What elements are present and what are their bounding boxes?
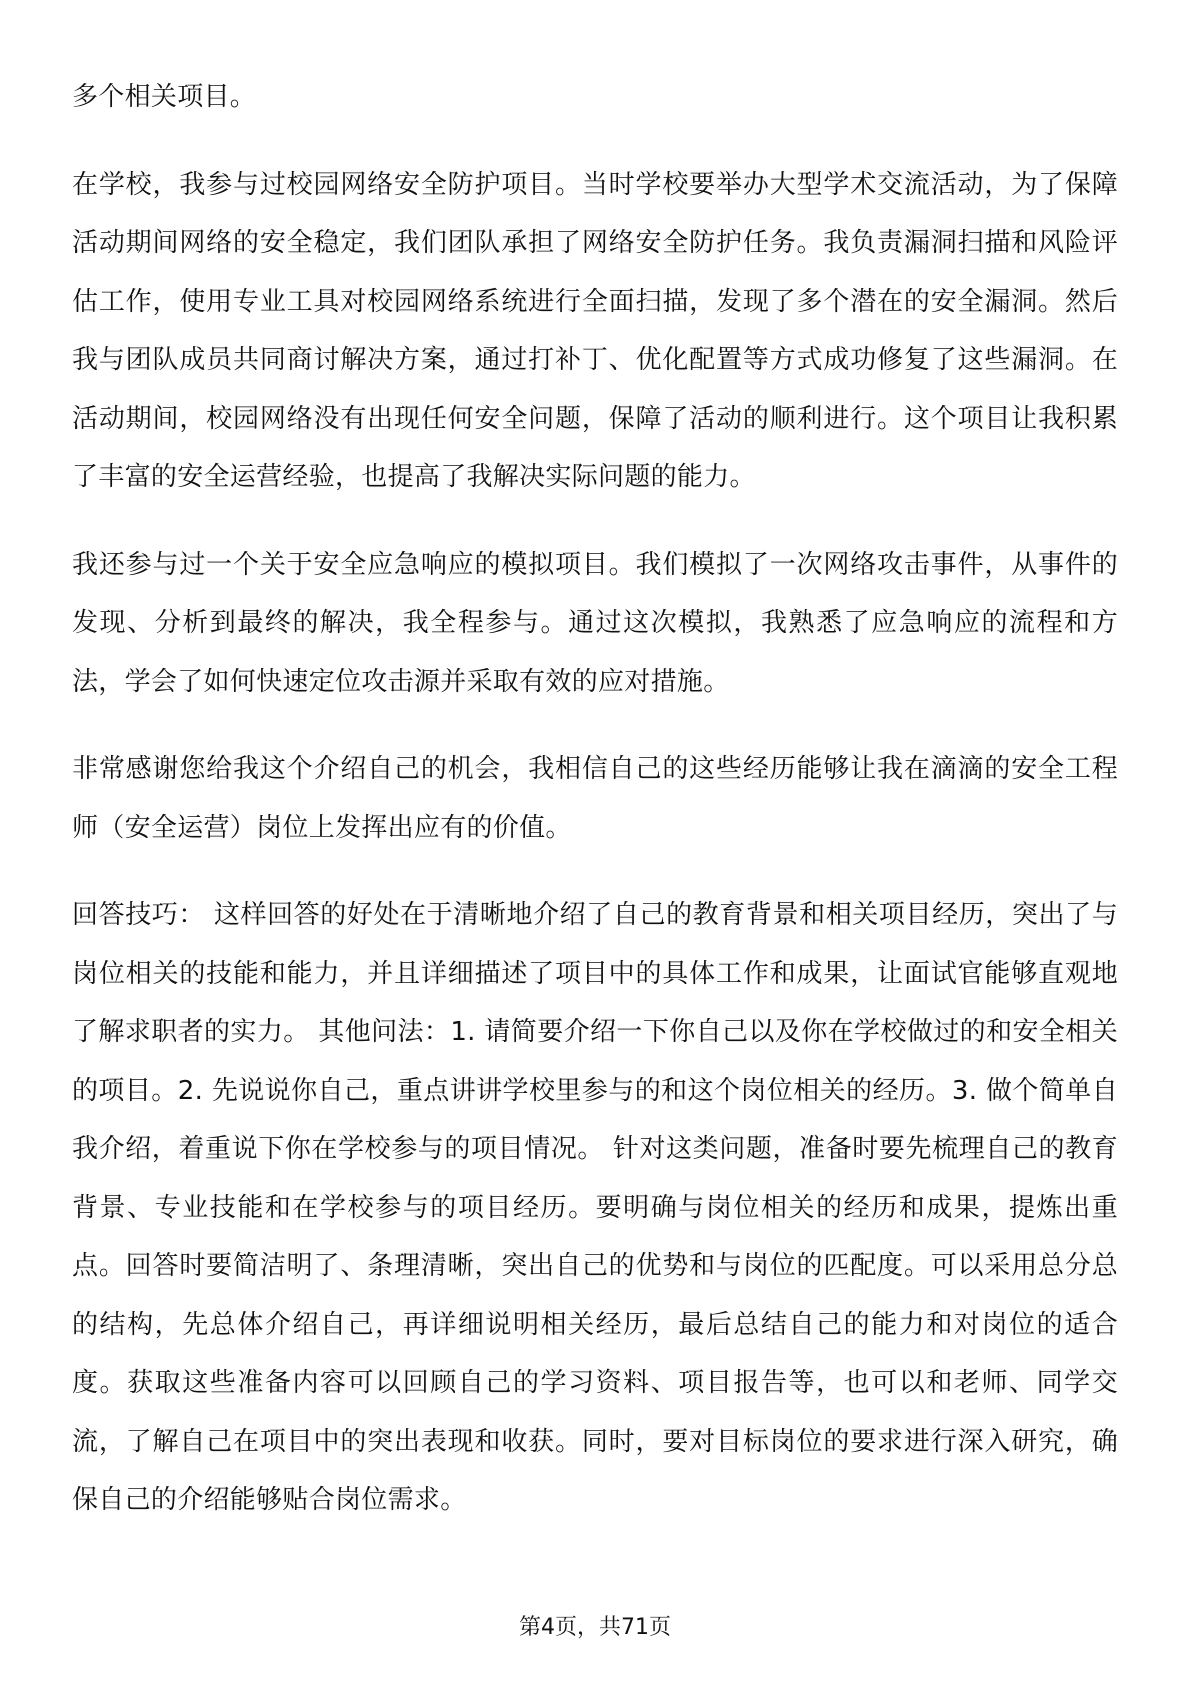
paragraph-intro-end: 多个相关项目。	[72, 82, 257, 112]
paragraph-campus-project: 在学校，我参与过校园网络安全防护项目。当时学校要举办大型学术交流活动，为了保障活动期间网络的安全稳定，我们团队承担了网络安全防护任务。我负责漏洞扫描和风险评估工作，使用专业工具对校园网络系统进行全面扫描，发现了多个潜在的安全漏洞。然后我与团队成员共同商讨解决方案，通过打补丁、优化配置等方式成功修复了这些漏洞。在活动期间，校园网络没有出现任何安全问题，保障了活动的顺利进行。这个项目让我积累了丰富的安全运营经验，也提高了我解决实际问题的能力。	[72, 169, 1118, 492]
document-body	[72, 68, 1118, 1559]
paragraph-closing: 非常感谢您给我这个介绍自己的机会，我相信自己的这些经历能够让我在滴滴的安全工程师（安全运营）岗位上发挥出应有的价值。	[72, 754, 1118, 843]
paragraph-answer-tips: 回答技巧： 这样回答的好处在于清晰地介绍了自己的教育背景和相关项目经历，突出了与岗位相关的技能和能力，并且详细描述了项目中的具体工作和成果，让面试官能够直观地了解求职者的实力。 其他问法：1. 请简要介绍一下你自己以及你在学校做过的和安全相关的项目。2. 先说说你自己，重点讲讲学校里参与的和这个岗位相关的经历。3. 做个简单自我介绍，着重说下你在学校参与的项目情况。 针对这类问题，准备时要先梳理自己的教育背景、专业技能和在学校参与的项目经历。要明确与岗位相关的经历和成果，提炼出重点。回答时要简洁明了、条理清晰，突出自己的优势和与岗位的匹配度。可以采用总分总的结构，先总体介绍自己，再详细说明相关经历，最后总结自己的能力和对岗位的适合度。获取这些准备内容可以回顾自己的学习资料、项目报告等，也可以和老师、同学交流，了解自己在项目中的突出表现和收获。同时，要对目标岗位的要求进行深入研究，确保自己的介绍能够贴合岗位需求。	[72, 900, 1118, 1515]
paragraph-emergency-response: 我还参与过一个关于安全应急响应的模拟项目。我们模拟了一次网络攻击事件，从事件的发现、分析到最终的解决，我全程参与。通过这次模拟，我熟悉了应急响应的流程和方法，学会了如何快速定位攻击源并采取有效的应对措施。	[72, 549, 1118, 697]
page-number-footer: 第4页，共71页	[519, 1615, 671, 1640]
